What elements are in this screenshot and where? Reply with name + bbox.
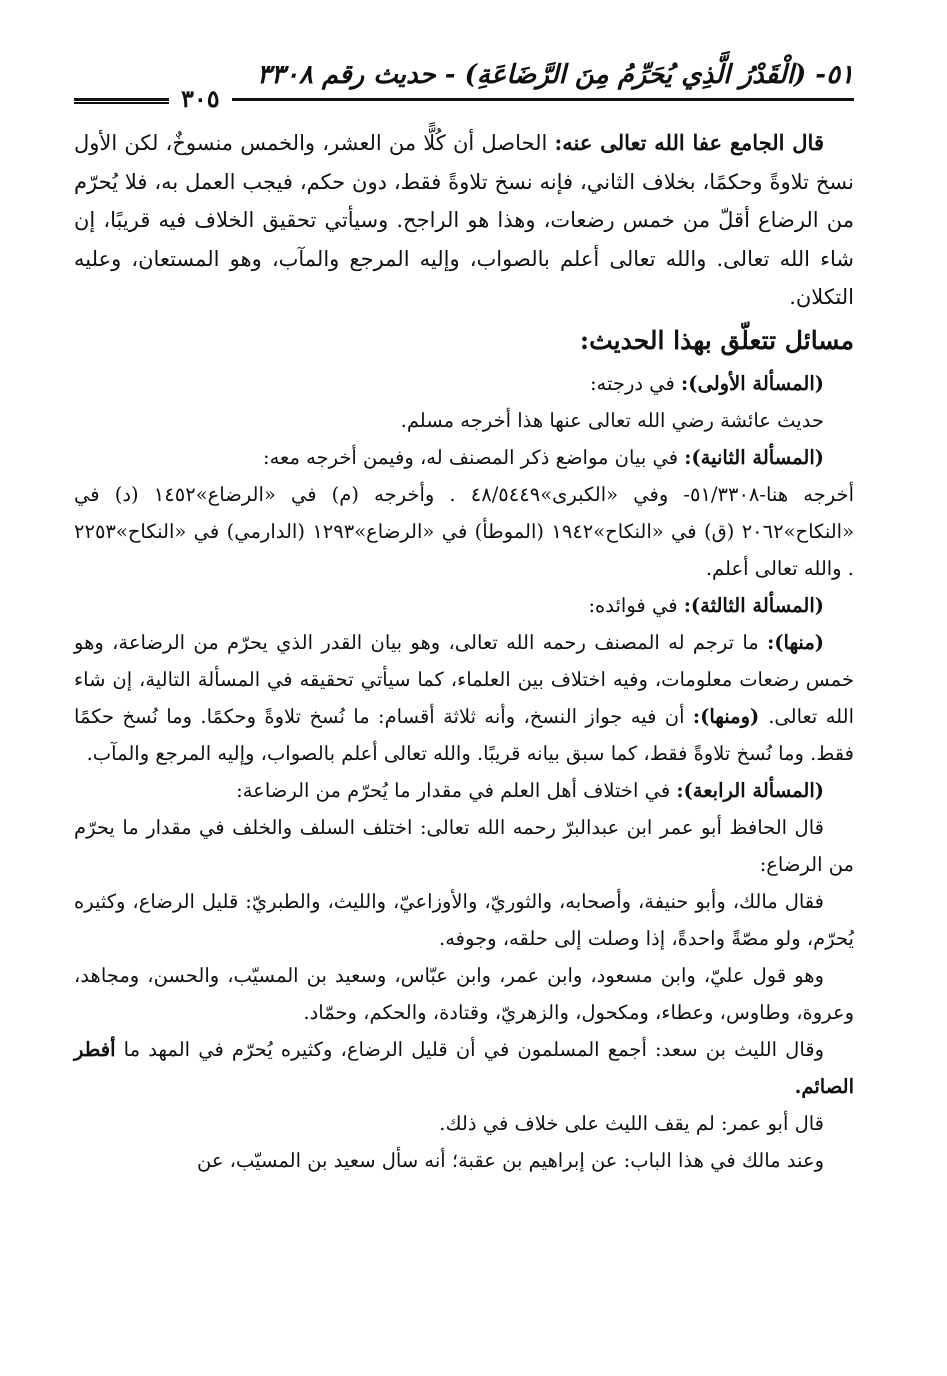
issue-label: (المسألة الرابعة): [676, 778, 824, 802]
issue-topic: في درجته: [589, 371, 682, 395]
quote-paragraph: وهو قول عليّ، وابن مسعود، وابن عمر، وابن عبّاس، وسعيد بن المسيّب، والحسن، ومجاهد، وعروة، وطاوس، وعطاء، ومكحول، والزهريّ، وقتادة، والحكم، وحمّاد. [74, 963, 854, 1024]
issue-topic: في اختلاف أهل العلم في مقدار ما يُحرّم من الرضاعة: [236, 778, 677, 802]
quote-paragraph: قال أبو عمر: لم يقف الليث على خلاف في ذلك. [439, 1111, 824, 1135]
issue-heading [74, 587, 854, 624]
issue-topic: في بيان مواضع ذكر المصنف له، وفيمن أخرجه معه: [263, 445, 685, 469]
paragraph: حديث عائشة رضي الله تعالى عنها هذا أخرجه مسلم. [400, 408, 824, 432]
running-header [74, 52, 854, 112]
paragraph-emphasis: أفطر الصائم. [74, 1037, 854, 1098]
issue-topic: في فوائده: [588, 593, 684, 617]
paragraph-text: الحاصل أن كُلًّا من العشر، والخمس منسوخٌ، لكن الأول نسخ تلاوةً وحكمًا، بخلاف الثاني، فإنه نسخ تلاوةً فقط، دون حكم، فيجب العمل به، فلا يُحرّم من الرضاع أقلّ من خمس رضعات، وهذا هو الراجح. وسيأتي تحقيق الخلاف فيه قريبًا، إن شاء الله تعالى. والله تعالى أعلم بالصواب، وإليه المرجع والمآب، وهو المستعان، وعليه التكلان. [74, 131, 854, 309]
paragraph [74, 624, 854, 772]
page-body [74, 124, 854, 1179]
paragraph-text: ما ترجم له المصنف رحمه الله تعالى، وهو بيان القدر الذي يحرّم من الرضاعة، وهو خمس رضعات معلومات، وفيه اختلاف بين العلماء، كما سيأتي تحقيقه في المسألة التالية، إن شاء الله تعالى. [74, 630, 854, 728]
paragraph-lead: (ومنها): [692, 704, 769, 728]
section-title: مسائل تتعلّق بهذا الحديث: [579, 325, 854, 355]
paragraph: أخرجه هنا-٥١/٣٣٠٨- وفي «الكبرى»٤٨/٥٤٤٩ . وأخرجه (م) في «الرضاع»١٤٥٢ (د) في «النكاح»٢٠٦٢ (ق) في «النكاح»١٩٤٢ (الموطأ) في «الرضاع»١٢٩٣ (الدارمي) في «النكاح»٢٢٥٣ . والله تعالى أعلم. [74, 482, 854, 580]
issue-heading [74, 365, 854, 402]
paragraph-text: أن فيه جواز النسخ، وأنه ثلاثة أقسام: ما نُسخ تلاوةً وحكمًا. وما نُسخ حكمًا فقط. وما نُسخ تلاوةً فقط، كما سبق بيانه قريبًا. والله تعالى أعلم بالصواب، وإليه المرجع والمآب. [74, 704, 854, 765]
paragraph-lead: قال الجامع عفا الله تعالى عنه: [554, 130, 824, 155]
issue-heading [74, 439, 854, 476]
paragraph [74, 124, 854, 317]
page-number: ٣٠٥ [169, 84, 232, 113]
issue-label: (المسألة الثالثة): [683, 593, 824, 617]
header-title: ٥١- (الْقَدْرُ الَّذِي يُحَرِّمُ مِنَ الرَّضَاعَةِ) - حديث رقم ٣٣٠٨ [257, 60, 854, 90]
issue-label: (المسألة الأولى): [681, 371, 824, 395]
paragraph: قال الحافظ أبو عمر ابن عبدالبرّ رحمه الله تعالى: اختلف السلف والخلف في مقدار ما يحرّم من الرضاع: [74, 815, 854, 876]
quote-paragraph [74, 1031, 854, 1105]
issue-heading [74, 772, 854, 809]
paragraph-text: وقال الليث بن سعد: أجمع المسلمون في أن قليل الرضاع، وكثيره يُحرّم في المهد ما [115, 1037, 824, 1061]
quote-paragraph: فقال مالك، وأبو حنيفة، وأصحابه، والثوريّ، والأوزاعيّ، والليث، والطبريّ: قليل الرضاع، وكثيره يُحرّم، ولو مصّةً واحدةً، إذا وصلت إلى حلقه، وجوفه. [74, 889, 854, 950]
issue-label: (المسألة الثانية): [684, 445, 824, 469]
quote-paragraph: وعند مالك في هذا الباب: عن إبراهيم بن عقبة؛ أنه سأل سعيد بن المسيّب، عن [196, 1148, 824, 1172]
book-page [74, 52, 854, 1352]
header-rule-secondary [74, 102, 169, 104]
paragraph-lead: (منها): [767, 630, 824, 654]
